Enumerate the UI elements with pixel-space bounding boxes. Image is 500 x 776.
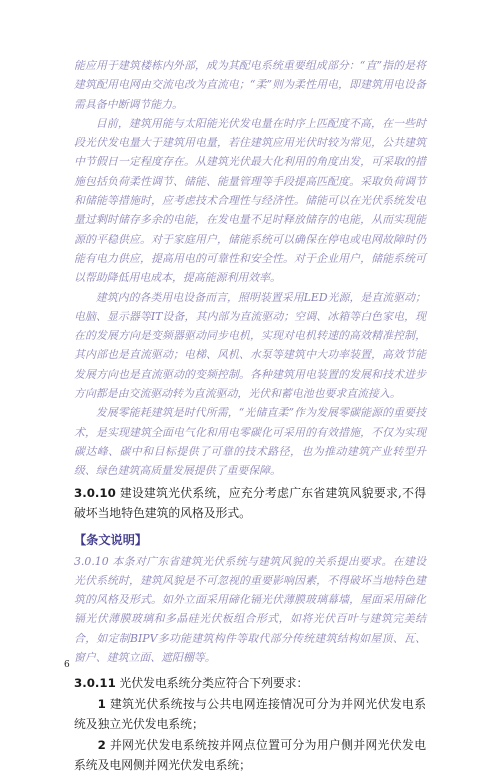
page-number: 6 [64, 660, 70, 670]
clause-number: 3.0.11 [74, 676, 116, 691]
clause-3-0-11 [74, 673, 426, 694]
clause-text: 建设建筑光伏系统，应充分考虑广东省建筑风貌要求,不得破坏当地特色建筑的风格及形式。 [74, 485, 426, 521]
page-content [74, 56, 426, 776]
explanation-paragraph: 发展零能耗建筑是时代所需，“光储直柔”作为发展零碳能源的重要技术，是实现建筑全面电气化和用电零碳化可采用的有效措施，不仅为实现碳达峰、碳中和目标提供了可靠的技术路径，也为推动建筑产业转型升级、绿色建筑高质量发展提供了重要保障。 [74, 406, 426, 478]
list-item [74, 735, 426, 776]
clause-explanation-heading: 【条文说明】 [74, 532, 148, 547]
item-text: 建筑光伏系统按与公共电网连接情况可分为并网光伏发电系统及独立光伏发电系统； [74, 696, 426, 732]
item-text: 并网光伏发电系统按并网点位置可分为用户侧并网光伏发电系统及电网侧并网光伏发电系统； [74, 737, 426, 773]
explanation-paragraph: 3.0.10 本条对广东省建筑光伏系统与建筑风貌的关系提出要求。在建设光伏系统时，建筑风貌是不可忽视的重要影响因素，不得破坏当地特色建筑的风格及形式。如外立面采用碲化镉光伏薄膜玻璃幕墙，屋面采用碲化镉光伏薄膜玻璃和多晶硅光伏板组合形式，如将光伏百叶与建筑完美结合，如定制BIPV多功能建筑构件等取代部分传统建筑结构如屋顶、瓦、窗户、建筑立面、遮阳棚等。 [74, 554, 426, 665]
explanation-paragraph-continued: 能应用于建筑楼栋内外部，成为其配电系统重要组成部分：“直”指的是将建筑配用电网由交流电改为直流电；“柔”则为柔性用电，即建筑用电设备需具备中断调节能力。 [74, 59, 426, 111]
explanation-paragraph: 目前，建筑用能与太阳能光伏发电量在时序上匹配度不高，在一些时段光伏发电量大于建筑用电量，若住建筑应用光伏时较为常见，公共建筑中节假日一定程度存在。从建筑光伏最大化利用的角度出发，可采取的措施包括负荷柔性调节、储能、能量管理等手段提高匹配度。采取负荷调节和储能等措施时，应考虑技术合理性与经济性。储能可以在光伏系统发电量过剩时储存多余的电能，在发电量不足时释放储存的电能，从而实现能源的平稳供应。对于家庭用户，储能系统可以确保在停电或电网故障时仍能有电力供应，提高用电的可靠性和安全性。对于企业用户，储能系统可以帮助降低用电成本，提高能源利用效率。 [74, 116, 426, 285]
list-item [74, 694, 426, 735]
item-number: 1 [97, 696, 106, 711]
clause-number: 3.0.10 [74, 485, 116, 500]
clause-text: 光伏发电系统分类应符合下列要求： [119, 676, 309, 691]
explanation-paragraph: 建筑内的各类用电设备而言，照明装置采用LED光源，是直流驱动；电脑、显示器等IT设备，其内部为直流驱动；空调、冰箱等白色家电，现在的发展方向是变频器驱动同步电机，实现对电机转速的高效精准控制，其内部也是直流驱动；电梯、风机、水泵等建筑中大功率装置，高效节能发展方向也是直流驱动的变频控制。各种建筑用电装置的发展和技术进步方向都是由交流驱动转为直流驱动，光伏和蓄电池也要求直流接入。 [74, 290, 426, 401]
item-number: 2 [97, 737, 106, 752]
clause-3-0-10 [74, 483, 426, 524]
